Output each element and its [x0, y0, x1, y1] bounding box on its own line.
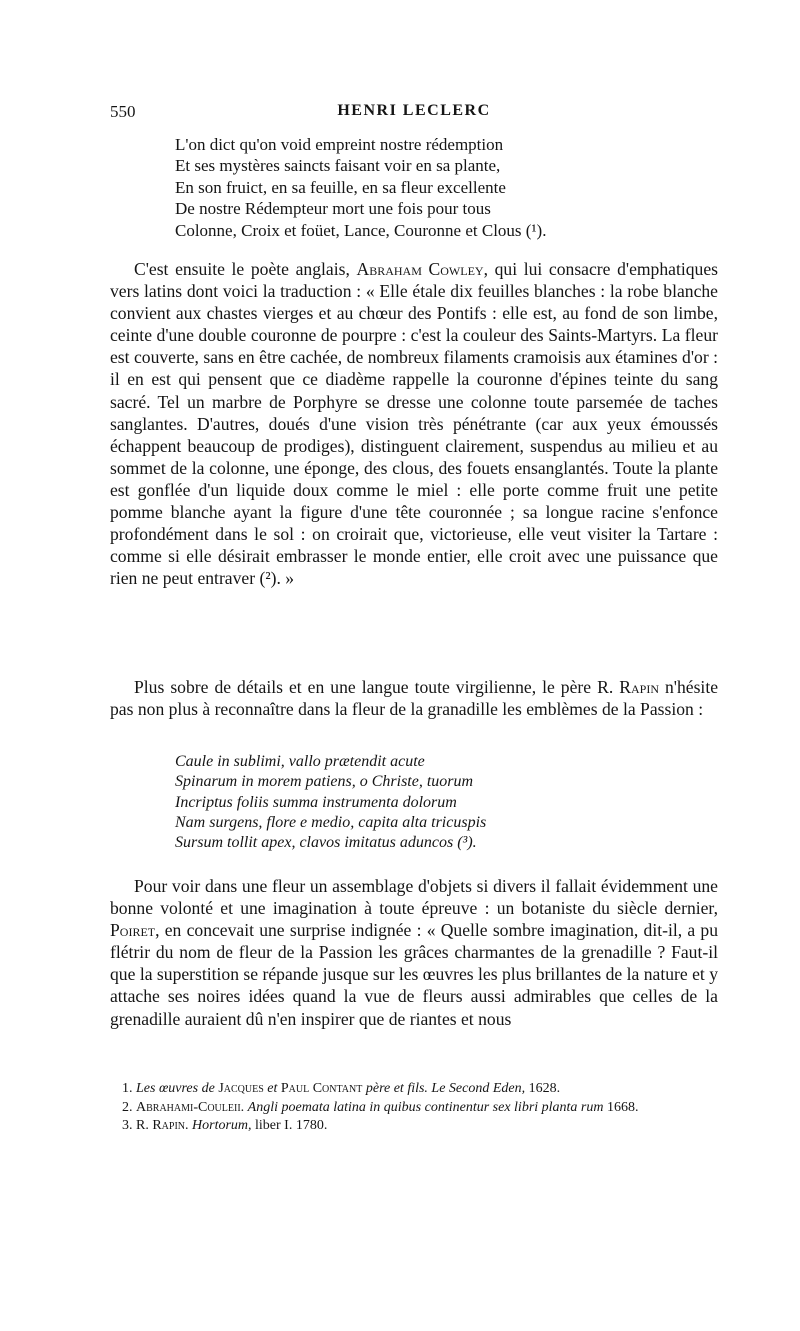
poem-line: Incriptus foliis summa instrumenta dolorum: [175, 793, 457, 811]
poem-latin: [175, 752, 486, 853]
poem-french: [175, 134, 546, 241]
poem-line: Spinarum in morem patiens, o Christe, tuorum: [175, 773, 474, 791]
poem-line: L'on dict qu'on void empreint nostre rédemption: [175, 135, 504, 154]
poem-line: De nostre Rédempteur mort une fois pour tous: [175, 199, 491, 219]
poem-line: Sursum tollit apex, clavos imitatus aduncos (³).: [175, 834, 477, 852]
running-title: HENRI LECLERC: [337, 102, 491, 119]
footnote: 3. R. Rapin. Hortorum, liber I. 1780.: [122, 1118, 328, 1133]
author-name: Poiret: [110, 920, 156, 941]
poem-line: Nam surgens, flore e medio, capita alta tricuspis: [175, 813, 487, 831]
paragraph-rapin: Plus sobre de détails et en une langue toute virgilienne, le père R. Rapin n'hésite pas non plus à reconnaître dans la fleur de la granadille les emblèmes de la Passion :: [110, 677, 719, 720]
poem-line: Caule in sublimi, vallo prætendit acute: [175, 753, 425, 770]
page-number: 550: [110, 102, 136, 121]
footnote: 1. Les œuvres de Jacques et Paul Contant père et fils. Le Second Eden, 1628.: [122, 1081, 561, 1096]
footnote: 2. Abrahami-Couleii. Angli poemata latina in quibus continentur sex libri planta rum 1668.: [122, 1099, 639, 1115]
page-header: [110, 102, 718, 124]
footnotes: [110, 1080, 718, 1136]
poem-line: Et ses mystères saincts faisant voir en sa plante,: [175, 156, 501, 176]
paragraph-cowley: C'est ensuite le poète anglais, Abraham Cowley, qui lui consacre d'emphatiques vers latins dont voici la traduction : « Elle étale dix feuilles blanches : la robe blanche convient aux chastes vierges et au chœur des Pontifs : elle est, au fond de son limbe, ceinte d'une double couronne de pourpre : c'est la couleur des Saints-Martyrs. La fleur est couverte, sans en être cachée, de nombreux filaments cramoisis aux étamines d'or : il en est qui pensent que ce diadème rappelle la couronne d'épines teinte du sang sacré. Tel un marbre de Porphyre se dresse une colonne toute parsemée de taches sanglantes. D'autres, doués d'une vision très pénétrante (car aux yeux émoussés échappent beaucoup de prodiges), distinguent clairement, suspendus au milieu et au sommet de la colonne, une éponge, des clous, des fouets ensanglantés. Toute la plante est gonflée d'un liquide doux comme le miel : elle porte comme fruit une petite pomme blanche ayant la figure d'une tête couronnée ; sa longue racine s'enfonce profondément dans le sol : on croirait que, victorieuse, elle veut visiter la Tartare : comme si elle désirait embrasser le monde entier, elle croit avec une puissance que rien ne peut entraver (²). »: [110, 259, 718, 589]
author-name: Abraham Cowley: [356, 259, 484, 279]
author-name: Rapin: [619, 677, 659, 697]
poem-line: Colonne, Croix et foüet, Lance, Couronne et Clous (¹).: [175, 220, 547, 240]
paragraph-poiret: Pour voir dans une fleur un assemblage d'objets si divers il fallait évidemment une bonne volonté et une imagination à toute épreuve : un botaniste du siècle dernier, Poiret, en concevait une surprise indignée : « Quelle sombre imagination, dit-il, a pu flétrir du nom de fleur de la Passion les grâces charmantes de la grenadille ? Faut-il que la superstition se répande jusque sur les œuvres les plus brillantes de la nature et y attache ses noires idées quand la vue de fleurs aussi admirables que celles de la grenadille auraient dû n'en inspirer que de riantes et nous: [110, 876, 718, 1029]
poem-line: En son fruict, en sa feuille, en sa fleur excellente: [175, 177, 506, 197]
